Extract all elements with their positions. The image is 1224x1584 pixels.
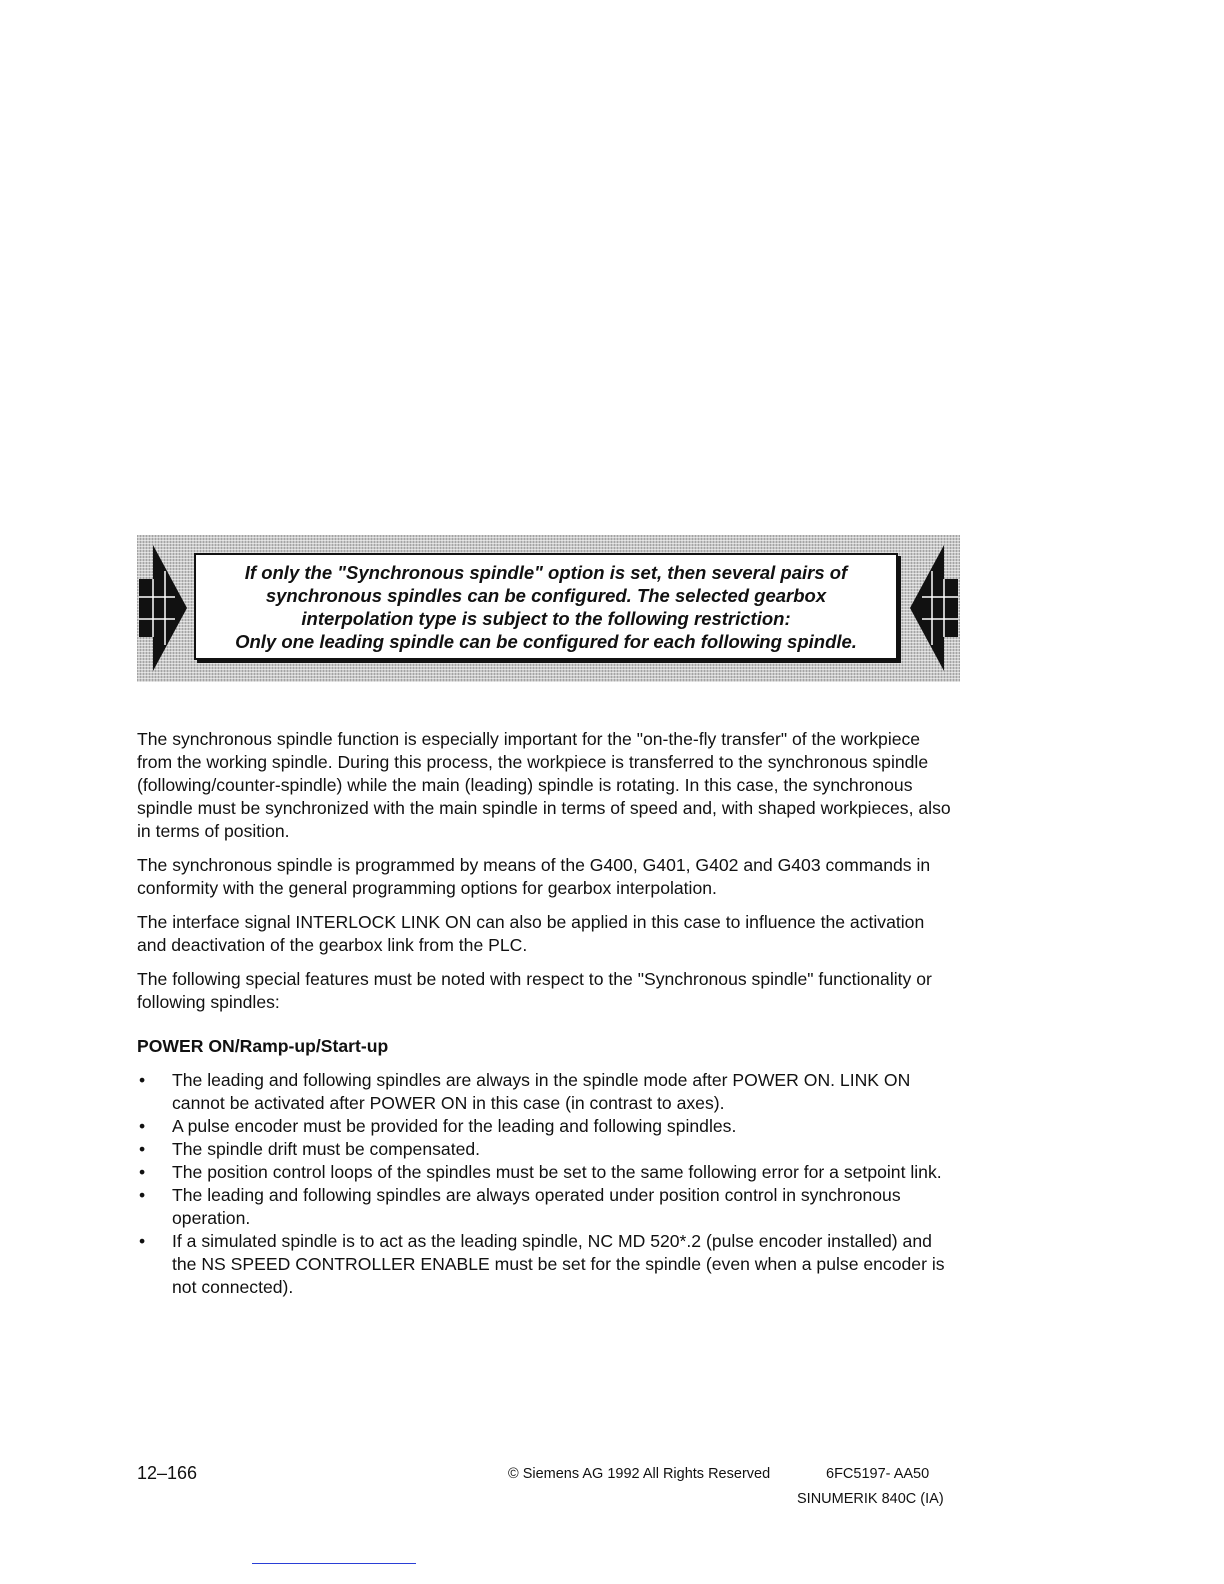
paragraph: The interface signal INTERLOCK LINK ON can also be applied in this case to influence the activation and deactivation of the gearbox link from the PLC. bbox=[137, 912, 925, 955]
note-line: Only one leading spindle can be configured for each following spindle. bbox=[235, 630, 857, 652]
list-item bbox=[137, 1069, 957, 1115]
section-heading: POWER ON/Ramp-up/Start-up bbox=[137, 1036, 389, 1056]
order-number: 6FC5197- AA50 bbox=[826, 1466, 930, 1482]
note-arrow-right-icon bbox=[139, 545, 189, 671]
note-line: interpolation type is subject to the following restriction: bbox=[301, 607, 791, 629]
note-box bbox=[194, 553, 898, 660]
bullet-list bbox=[137, 1069, 957, 1299]
paragraph: The following special features must be noted with respect to the "Synchronous spindle" functionality or following spindles: bbox=[137, 969, 932, 1012]
list-item bbox=[137, 1161, 957, 1184]
list-item-text: The leading and following spindles are always operated under position control in synchronous operation. bbox=[172, 1185, 901, 1228]
bullet-icon: • bbox=[139, 1116, 146, 1136]
list-item bbox=[137, 1138, 957, 1161]
list-item bbox=[137, 1230, 957, 1299]
list-item bbox=[137, 1115, 957, 1138]
bullet-icon: • bbox=[139, 1070, 146, 1090]
copyright-notice: © Siemens AG 1992 All Rights Reserved bbox=[508, 1466, 771, 1482]
bullet-icon: • bbox=[139, 1231, 146, 1251]
list-item-text: If a simulated spindle is to act as the leading spindle, NC MD 520*.2 (pulse encoder installed) and the NS SPEED CONTROLLER ENABLE must be set for the spindle (even when a pulse encoder is not connected). bbox=[172, 1231, 945, 1297]
link-underline[interactable] bbox=[252, 1563, 416, 1564]
paragraph: The synchronous spindle function is especially important for the "on-the-fly transfer" of the workpiece from the working spindle. During this process, the workpiece is transferred to the synchronous spindle (following/counter-spindle) while the main (leading) spindle is rotating. In this case, the synchronous spindle must be synchronized with the main spindle in terms of speed and, with shaped workpieces, also in terms of position. bbox=[137, 729, 951, 841]
list-item-text: The leading and following spindles are always in the spindle mode after POWER ON. LINK ON cannot be activated after POWER ON in this case (in contrast to axes). bbox=[172, 1070, 911, 1113]
body-text bbox=[137, 728, 957, 1299]
product-name: SINUMERIK 840C (IA) bbox=[797, 1491, 944, 1507]
bullet-icon: • bbox=[139, 1139, 146, 1159]
paragraph: The synchronous spindle is programmed by means of the G400, G401, G402 and G403 commands in conformity with the general programming options for gearbox interpolation. bbox=[137, 855, 931, 898]
list-item bbox=[137, 1184, 957, 1230]
list-item-text: The spindle drift must be compensated. bbox=[172, 1139, 481, 1159]
list-item-text: The position control loops of the spindles must be set to the same following error for a setpoint link. bbox=[172, 1162, 942, 1182]
note-line: If only the "Synchronous spindle" option is set, then several pairs of bbox=[244, 561, 848, 583]
note-banner bbox=[137, 535, 960, 682]
bullet-icon: • bbox=[139, 1185, 146, 1205]
note-line: synchronous spindles can be configured. The selected gearbox bbox=[265, 584, 827, 606]
list-item-text: A pulse encoder must be provided for the leading and following spindles. bbox=[172, 1116, 737, 1136]
note-arrow-left-icon bbox=[908, 545, 958, 671]
page-number: 12–166 bbox=[137, 1463, 198, 1483]
bullet-icon: • bbox=[139, 1162, 146, 1182]
